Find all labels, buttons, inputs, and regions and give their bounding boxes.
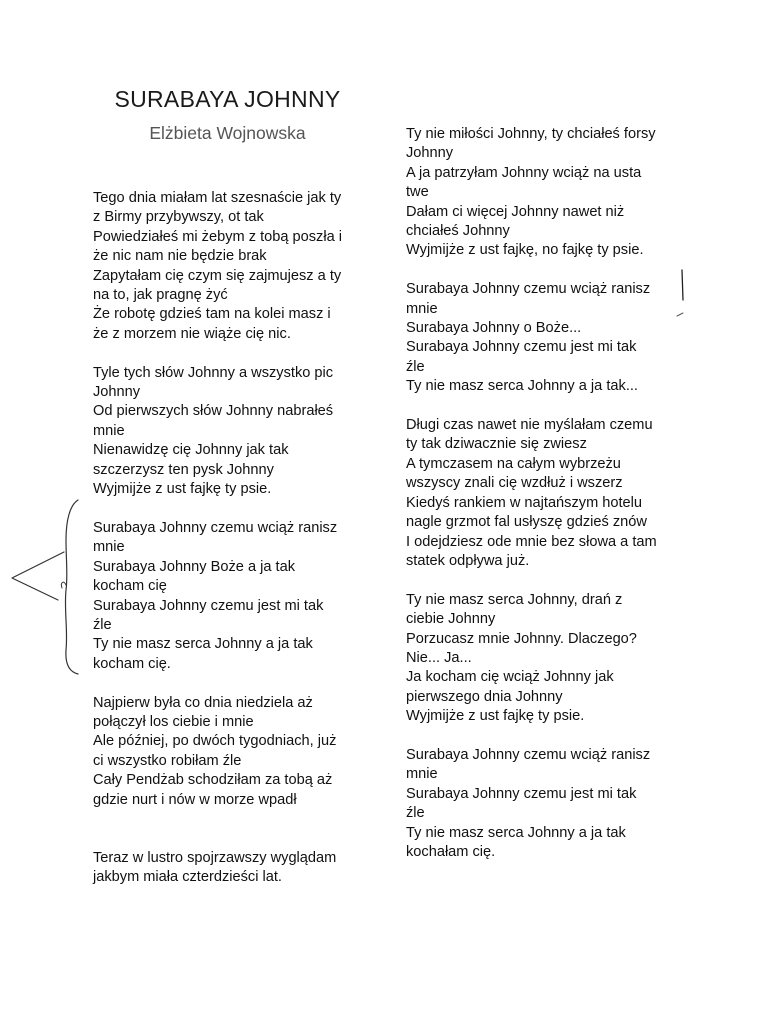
lyric-line: wszyscy znali cię wzdłuż i wszerz (406, 475, 623, 492)
lyric-line: ciebie Johnny (406, 611, 496, 628)
lyric-line: Ty nie masz serca Johnny, drań z (406, 591, 623, 608)
lyric-line: I odejdziesz ode mnie bez słowa a tam (406, 533, 657, 550)
lyric-line: Zapytałam cię czym się zajmujesz a ty (93, 267, 342, 284)
lyric-line: źle (406, 358, 425, 375)
lyric-line: Porzucasz mnie Johnny. Dlaczego? (406, 630, 637, 647)
lyric-line: Surabaya Johnny czemu jest mi tak (406, 339, 637, 356)
lyric-line: ty tak dziwacznie się zwiesz (406, 436, 587, 453)
lyric-line: kochałam cię. (406, 843, 496, 860)
lyric-line: Johnny (406, 145, 454, 162)
lyric-line: kocham cię. (93, 655, 171, 672)
lyric-line: Ty nie masz serca Johnny a ja tak... (406, 378, 638, 395)
lyric-line: Wyjmijże z ust fajkę, no fajkę ty psie. (406, 242, 644, 259)
lyric-line: mnie (406, 766, 438, 783)
lyric-line: Wyjmijże z ust fajkę ty psie. (93, 481, 272, 498)
lyric-line: pierwszego dnia Johnny (406, 688, 563, 705)
lyric-line: Tego dnia miałam lat szesnaście jak ty (93, 190, 342, 206)
lyric-line: mnie (406, 300, 438, 317)
lyric-line: Ale później, po dwóch tygodniach, już (93, 733, 337, 750)
lyric-line: Długi czas nawet nie myślałam czemu (406, 417, 653, 434)
lyric-line: szczerzysz ten pysk Johnny (93, 461, 274, 478)
lyric-line: Że robotę gdzieś tam na kolei masz i (93, 306, 331, 323)
handdrawn-arrow (12, 552, 64, 600)
song-title: SURABAYA JOHNNY (114, 86, 341, 112)
right-stanza-1 (406, 125, 686, 261)
right-stanza-5 (406, 746, 686, 862)
lyric-line: Kiedyś rankiem w najtańszym hotelu (406, 494, 643, 511)
lyric-line: Od pierwszych słów Johnny nabrałeś (93, 403, 334, 420)
lyric-line: gdzie nurt i nów w morze wpadł (93, 791, 297, 808)
lyric-line: kocham cię (93, 578, 167, 595)
right-column (406, 125, 686, 862)
lyric-line: Dałam ci więcej Johnny nawet niż (406, 203, 625, 220)
lyric-line: Johnny (93, 384, 141, 401)
lyric-line: Powiedziałeś mi żebym z tobą poszła i (93, 228, 343, 245)
right-stanza-4 (406, 591, 686, 727)
right-stanza-3 (406, 416, 686, 571)
left-column (93, 189, 373, 888)
lyric-line: na to, jak pragnę żyć (93, 287, 228, 304)
lyric-line: Surabaya Johnny czemu wciąż ranisz (406, 746, 651, 763)
lyric-line: z Birmy przybywszy, ot tak (93, 209, 264, 226)
lyric-line: jakbym miała czterdzieści lat. (93, 869, 282, 886)
lyric-line: mnie (93, 422, 125, 439)
lyric-line: chciałeś Johnny (406, 223, 510, 240)
lyric-line: Ty nie miłości Johnny, ty chciałeś forsy (406, 126, 656, 142)
lyric-line: A ja patrzyłam Johnny wciąż na usta (406, 164, 642, 181)
lyric-line: Cały Pendżab schodziłam za tobą aż (93, 772, 333, 789)
lyric-line: Najpierw była co dnia niedziela aż (93, 694, 313, 711)
lyric-line: Ja kocham cię wciąż Johnny jak (406, 669, 614, 686)
lyric-line: połączył los ciebie i mnie (93, 713, 254, 730)
handdrawn-bracket (65, 500, 78, 674)
lyric-line: źle (93, 616, 112, 633)
left-stanza-2 (93, 364, 373, 500)
lyric-line: Ty nie masz serca Johnny a ja tak (93, 636, 313, 653)
lyric-line: Surabaya Johnny czemu jest mi tak (93, 597, 324, 614)
right-stanza-2 (406, 280, 686, 396)
song-author: Elżbieta Wojnowska (149, 123, 306, 143)
left-stanza-3 (93, 519, 373, 674)
lyric-line: Tyle tych słów Johnny a wszystko pic (93, 364, 334, 381)
left-stanza-5 (93, 849, 373, 888)
left-stanza-4 (93, 694, 373, 810)
lyric-line: twe (406, 184, 429, 201)
lyric-line: ci wszystko robiłam źle (93, 752, 242, 769)
left-stanza-1 (93, 189, 373, 344)
lyric-line: źle (406, 805, 425, 822)
lyric-line: Surabaya Johnny czemu jest mi tak (406, 785, 637, 802)
lyric-line: Surabaya Johnny o Boże... (406, 320, 582, 337)
lyric-line: Nie... Ja... (406, 649, 472, 666)
lyric-line: że nic nam nie będzie brak (93, 248, 267, 265)
lyric-line: nagle grzmot fal usłyszę gdzieś znów (406, 514, 647, 531)
lyric-line: A tymczasem na całym wybrzeżu (406, 455, 621, 472)
lyric-line: że z morzem nie wiąże cię nic. (93, 325, 291, 342)
lyric-line: statek odpływa już. (406, 552, 530, 569)
lyric-line: Nienawidzę cię Johnny jak tak (93, 442, 289, 459)
lyric-line: Surabaya Johnny Boże a ja tak (93, 558, 296, 575)
lyric-line: Surabaya Johnny czemu wciąż ranisz (406, 281, 651, 298)
lyric-line: mnie (93, 539, 125, 556)
lyric-line: Ty nie masz serca Johnny a ja tak (406, 824, 626, 841)
lyric-line: Wyjmijże z ust fajkę ty psie. (406, 708, 585, 725)
handdrawn-bracket-inner (61, 582, 66, 588)
lyric-line: Teraz w lustro spojrzawszy wyglądam (93, 849, 337, 866)
lyric-line: Surabaya Johnny czemu wciąż ranisz (93, 519, 338, 536)
